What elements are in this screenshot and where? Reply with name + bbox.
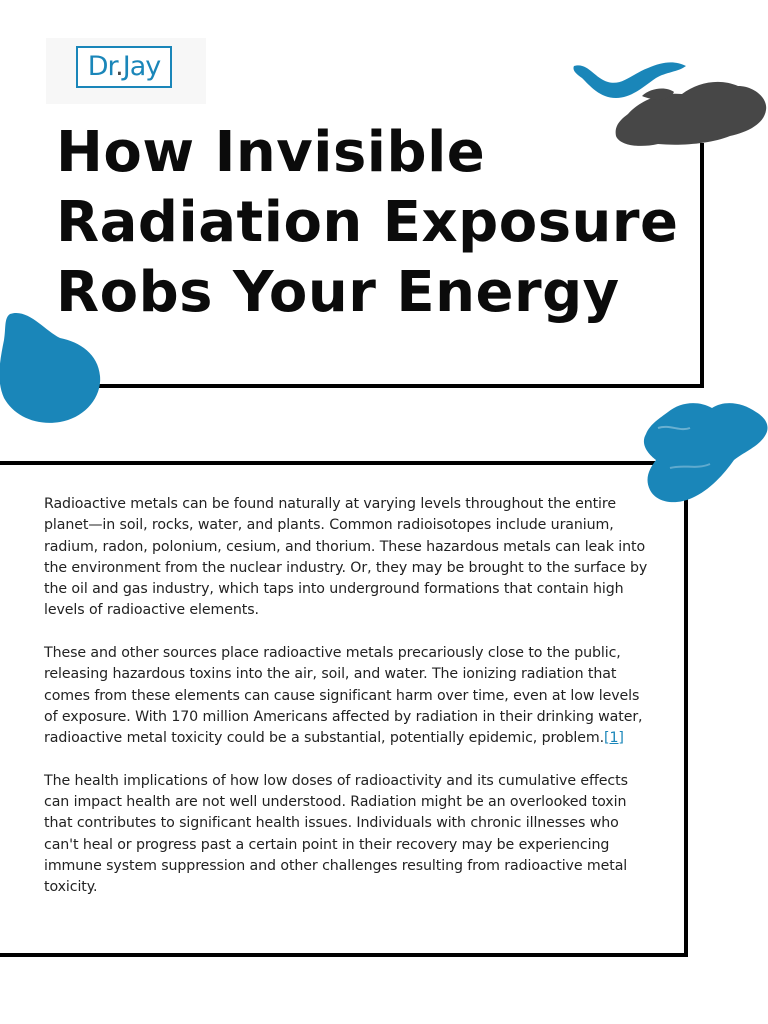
dr-jay-logo bbox=[46, 38, 206, 104]
page-title bbox=[56, 118, 696, 328]
title-line-2: Radiation Exposure bbox=[56, 190, 679, 255]
paragraph-2 bbox=[44, 643, 656, 749]
footnote-link[interactable]: [1] bbox=[604, 730, 624, 747]
article-body bbox=[44, 494, 656, 920]
logo-box bbox=[76, 46, 172, 88]
paragraph-1: Radioactive metals can be found naturally at varying levels throughout the entire planet—in soil, rocks, water, and plants. Common radioisotopes include uranium, radium, radon, polonium, cesium, and thorium. These hazardous metals can leak into the environment from the nuclear industry. Or, they may be brought to the surface by the oil and gas industry, which taps into underground formations that contain high levels of radioactive elements. bbox=[44, 496, 648, 619]
blue-blob-decoration bbox=[0, 310, 105, 430]
blue-brush-decoration bbox=[640, 398, 768, 513]
title-line-1: How Invisible bbox=[56, 120, 486, 185]
logo-brand: Dr bbox=[87, 51, 116, 82]
logo-text bbox=[78, 51, 170, 82]
logo-dot: . bbox=[115, 51, 123, 82]
title-line-3: Robs Your Energy bbox=[56, 260, 620, 325]
paragraph-2-text: These and other sources place radioactive metals precariously close to the public, releasing hazardous toxins into the air, soil, and water. The ionizing radiation that comes from these elements can cause significant harm over time, even at low levels of exposure. With 170 million Americans affected by radiation in their drinking water, radioactive metal toxicity could be a substantial, potentially epidemic, problem. bbox=[44, 645, 643, 747]
paragraph-3: The health implications of how low doses of radioactivity and its cumulative effects can impact health are not well understood. Radiation might be an overlooked toxin that contributes to significant health issues. Individuals with chronic illnesses who can't heal or progress past a certain point in their recovery may be experiencing immune system suppression and other challenges resulting from radioactive metal toxicity. bbox=[44, 772, 628, 896]
logo-name: Jay bbox=[122, 51, 161, 82]
